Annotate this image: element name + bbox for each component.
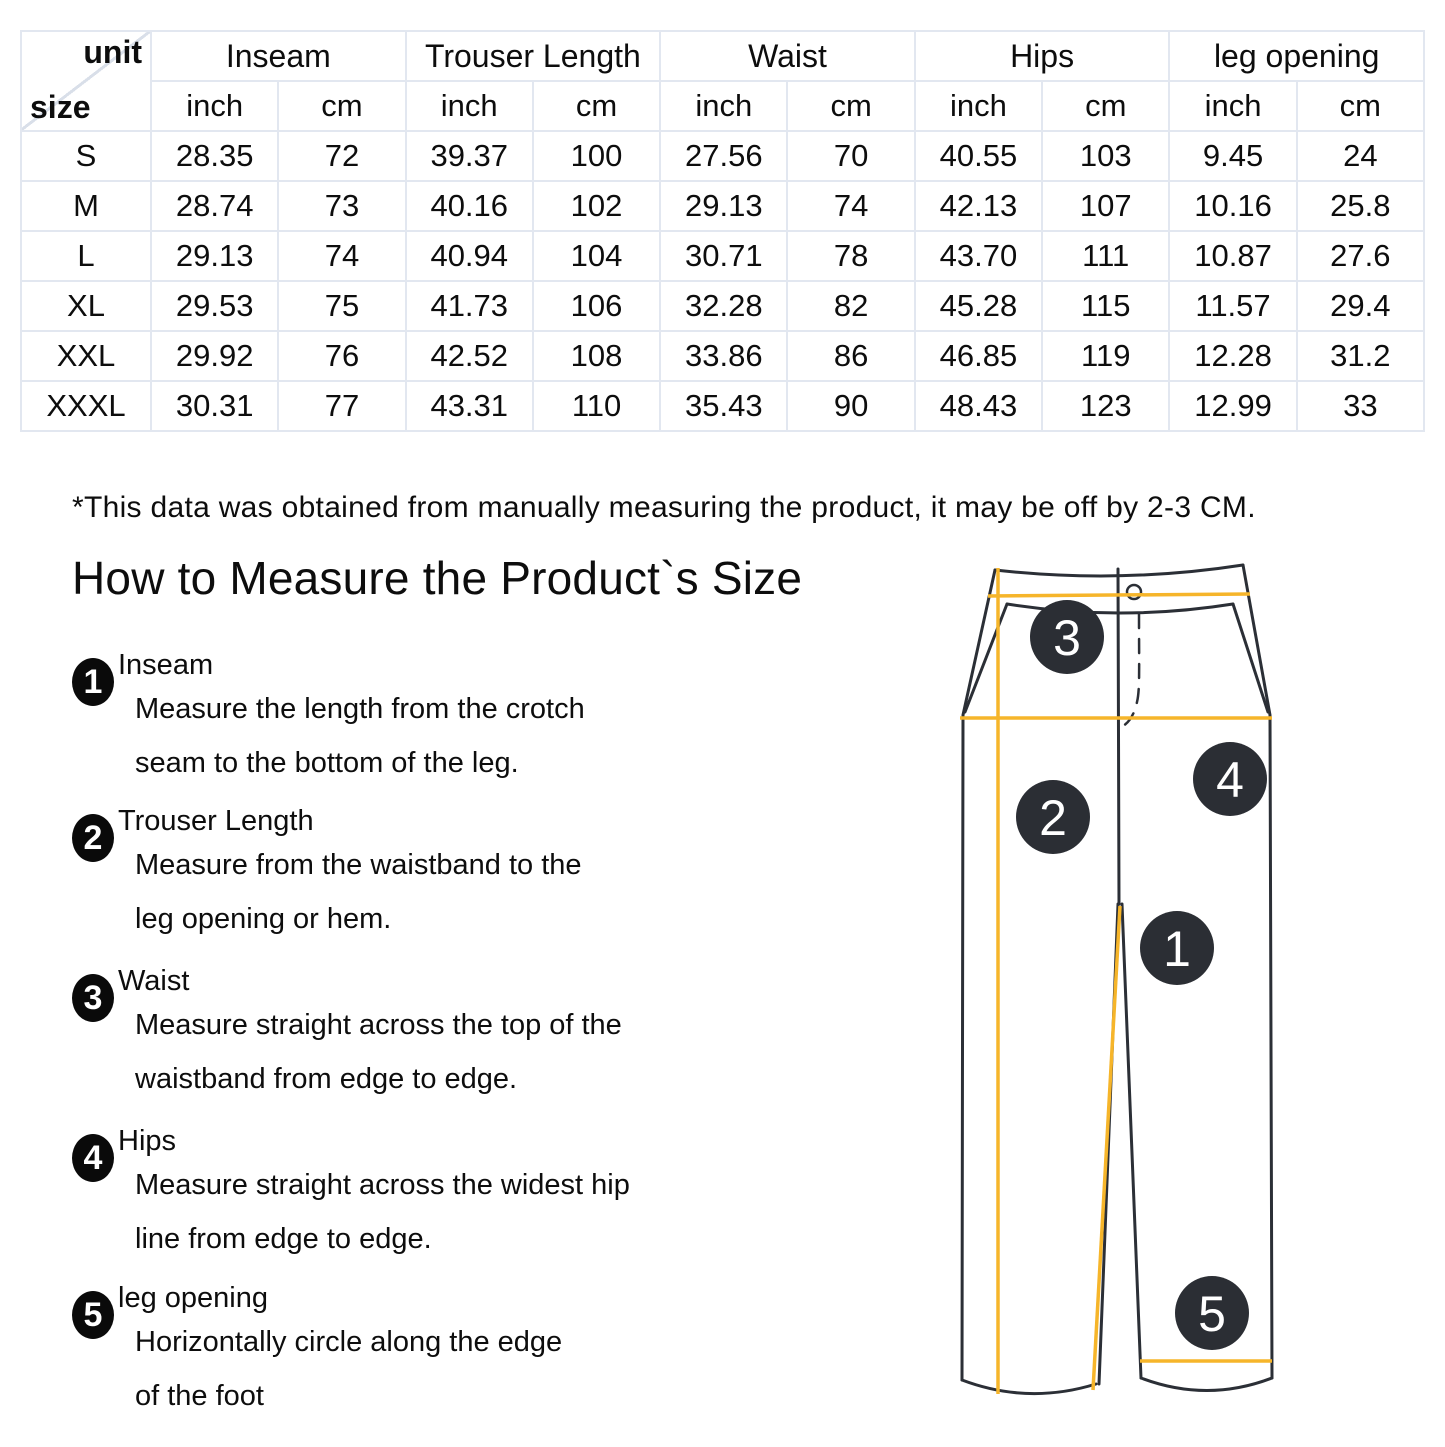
size-label-cell: S (21, 131, 151, 181)
measurement-cell: 111 (1042, 231, 1169, 281)
corner-unit-label: unit (83, 34, 142, 70)
measurement-cell: 104 (533, 231, 660, 281)
step-description-line: Measure the length from the crotch (135, 693, 585, 725)
corner-size-label: size (30, 89, 91, 125)
unit-header-row (21, 81, 1424, 131)
size-label-cell: XL (21, 281, 151, 331)
measurement-cell: 31.2 (1297, 331, 1424, 381)
measurement-cell: 100 (533, 131, 660, 181)
measurement-cell: 103 (1042, 131, 1169, 181)
column-group-hips: Hips (915, 31, 1170, 81)
measurement-cell: 48.43 (915, 381, 1042, 431)
size-row (21, 131, 1424, 181)
measurement-cell: 72 (278, 131, 405, 181)
step-number-badge: 2 (72, 814, 114, 862)
size-row (21, 231, 1424, 281)
left-hem-curve (962, 1380, 1096, 1394)
measurement-cell: 102 (533, 181, 660, 231)
unit-header-cm: cm (533, 81, 660, 131)
step-waist (72, 964, 762, 1106)
step-description-line: Horizontally circle along the edge (135, 1326, 563, 1358)
step-hips (72, 1124, 762, 1266)
corner-cell (21, 31, 151, 131)
step-title: Inseam (118, 649, 214, 681)
size-label-cell: L (21, 231, 151, 281)
center-front-seam (1118, 569, 1119, 904)
measurement-cell: 77 (278, 381, 405, 431)
step-description-line: waistband from edge to edge. (135, 1063, 518, 1095)
pants-measurement-diagram (950, 552, 1350, 1447)
fly-stitch-dashed-line (1123, 614, 1139, 726)
measurement-cell: 12.99 (1169, 381, 1296, 431)
size-row (21, 181, 1424, 231)
step-description-line: of the foot (135, 1380, 264, 1412)
marker-5-label: 5 (1198, 1286, 1226, 1342)
marker-3-label: 3 (1053, 610, 1081, 666)
unit-header-inch: inch (660, 81, 787, 131)
left-pocket-seam (965, 604, 1007, 712)
size-row (21, 281, 1424, 331)
measurement-cell: 115 (1042, 281, 1169, 331)
measurement-cell: 10.16 (1169, 181, 1296, 231)
measurement-cell: 41.73 (406, 281, 533, 331)
unit-header-cm: cm (1042, 81, 1169, 131)
step-title: leg opening (118, 1282, 268, 1314)
step-title: Trouser Length (118, 805, 314, 837)
step-description-line: Measure from the waistband to the (135, 849, 582, 881)
measurement-cell: 78 (787, 231, 914, 281)
measurement-cell: 27.6 (1297, 231, 1424, 281)
column-group-leg-opening: leg opening (1169, 31, 1424, 81)
size-row (21, 381, 1424, 431)
measurement-cell: 90 (787, 381, 914, 431)
measurement-cell: 30.31 (151, 381, 278, 431)
size-label-cell: XXL (21, 331, 151, 381)
size-label-cell: XXXL (21, 381, 151, 431)
measurement-cell: 42.13 (915, 181, 1042, 231)
measurement-cell: 12.28 (1169, 331, 1296, 381)
right-pocket-seam (1233, 604, 1268, 712)
size-label-cell: M (21, 181, 151, 231)
measurement-cell: 11.57 (1169, 281, 1296, 331)
measurement-cell: 42.52 (406, 331, 533, 381)
step-description-line: Measure straight across the widest hip (135, 1169, 630, 1201)
measurement-cell: 75 (278, 281, 405, 331)
measurement-cell: 30.71 (660, 231, 787, 281)
measurement-cell: 74 (278, 231, 405, 281)
measurement-cell: 27.56 (660, 131, 787, 181)
measurement-cell: 82 (787, 281, 914, 331)
measurement-cell: 29.13 (660, 181, 787, 231)
step-description-line: seam to the bottom of the leg. (135, 747, 519, 779)
measurement-cell: 108 (533, 331, 660, 381)
measurement-cell: 86 (787, 331, 914, 381)
measurement-cell: 24 (1297, 131, 1424, 181)
step-inseam (72, 648, 762, 790)
step-number-badge: 4 (72, 1134, 114, 1182)
unit-header-inch: inch (151, 81, 278, 131)
unit-header-inch: inch (915, 81, 1042, 131)
measurement-cell: 46.85 (915, 331, 1042, 381)
measurement-cell: 43.31 (406, 381, 533, 431)
measurement-cell: 29.92 (151, 331, 278, 381)
step-trouser-length (72, 804, 762, 946)
measurement-cell: 10.87 (1169, 231, 1296, 281)
step-description-line: Measure straight across the top of the (135, 1009, 622, 1041)
step-description-line: leg opening or hem. (135, 903, 392, 935)
measurement-cell: 43.70 (915, 231, 1042, 281)
measurement-cell: 106 (533, 281, 660, 331)
guide-title: How to Measure the Product`s Size (72, 552, 803, 604)
measurement-cell: 110 (533, 381, 660, 431)
measurement-lines (960, 568, 1272, 1394)
measurement-cell: 40.16 (406, 181, 533, 231)
column-group-waist: Waist (660, 31, 915, 81)
column-group-trouser-length: Trouser Length (406, 31, 661, 81)
diagram-markers (1016, 600, 1267, 1350)
waist-button (1127, 585, 1141, 599)
right-inner-seam (1122, 904, 1141, 1378)
step-title: Waist (118, 965, 190, 997)
measurement-cell: 76 (278, 331, 405, 381)
measurement-cell: 33.86 (660, 331, 787, 381)
measurement-cell: 29.53 (151, 281, 278, 331)
step-leg-opening (72, 1281, 762, 1423)
measurement-cell: 45.28 (915, 281, 1042, 331)
step-number-badge: 3 (72, 974, 114, 1022)
marker-1-label: 1 (1163, 921, 1191, 977)
inseam-measure-line (1093, 906, 1120, 1390)
group-header-row (21, 31, 1424, 81)
left-outer-seam (962, 570, 995, 1380)
measurement-cell: 33 (1297, 381, 1424, 431)
waist-measure-line (988, 594, 1250, 596)
measurement-cell: 29.13 (151, 231, 278, 281)
measurement-cell: 107 (1042, 181, 1169, 231)
measurement-cell: 40.55 (915, 131, 1042, 181)
measurement-cell: 74 (787, 181, 914, 231)
right-outer-seam (1243, 565, 1272, 1378)
measurement-disclaimer-note: *This data was obtained from manually measuring the product, it may be off by 2-3 CM. (72, 491, 1256, 524)
measurement-cell: 73 (278, 181, 405, 231)
step-title: Hips (118, 1125, 177, 1157)
measurement-cell: 35.43 (660, 381, 787, 431)
step-number-badge: 5 (72, 1291, 114, 1339)
right-hem-curve (1141, 1378, 1272, 1391)
column-group-inseam: Inseam (151, 31, 406, 81)
unit-header-cm: cm (787, 81, 914, 131)
unit-header-inch: inch (1169, 81, 1296, 131)
measurement-cell: 25.8 (1297, 181, 1424, 231)
size-chart-table (20, 30, 1425, 432)
measurement-cell: 29.4 (1297, 281, 1424, 331)
measurement-cell: 119 (1042, 331, 1169, 381)
marker-2-label: 2 (1039, 790, 1067, 846)
step-number-badge: 1 (72, 658, 114, 706)
marker-4-label: 4 (1216, 752, 1244, 808)
unit-header-inch: inch (406, 81, 533, 131)
unit-header-cm: cm (1297, 81, 1424, 131)
measurement-cell: 32.28 (660, 281, 787, 331)
measurement-cell: 123 (1042, 381, 1169, 431)
measurement-cell: 70 (787, 131, 914, 181)
measurement-cell: 9.45 (1169, 131, 1296, 181)
measurement-cell: 40.94 (406, 231, 533, 281)
measurement-cell: 28.74 (151, 181, 278, 231)
unit-header-cm: cm (278, 81, 405, 131)
step-description-line: line from edge to edge. (135, 1223, 432, 1255)
measurement-cell: 28.35 (151, 131, 278, 181)
size-row (21, 331, 1424, 381)
measurement-cell: 39.37 (406, 131, 533, 181)
